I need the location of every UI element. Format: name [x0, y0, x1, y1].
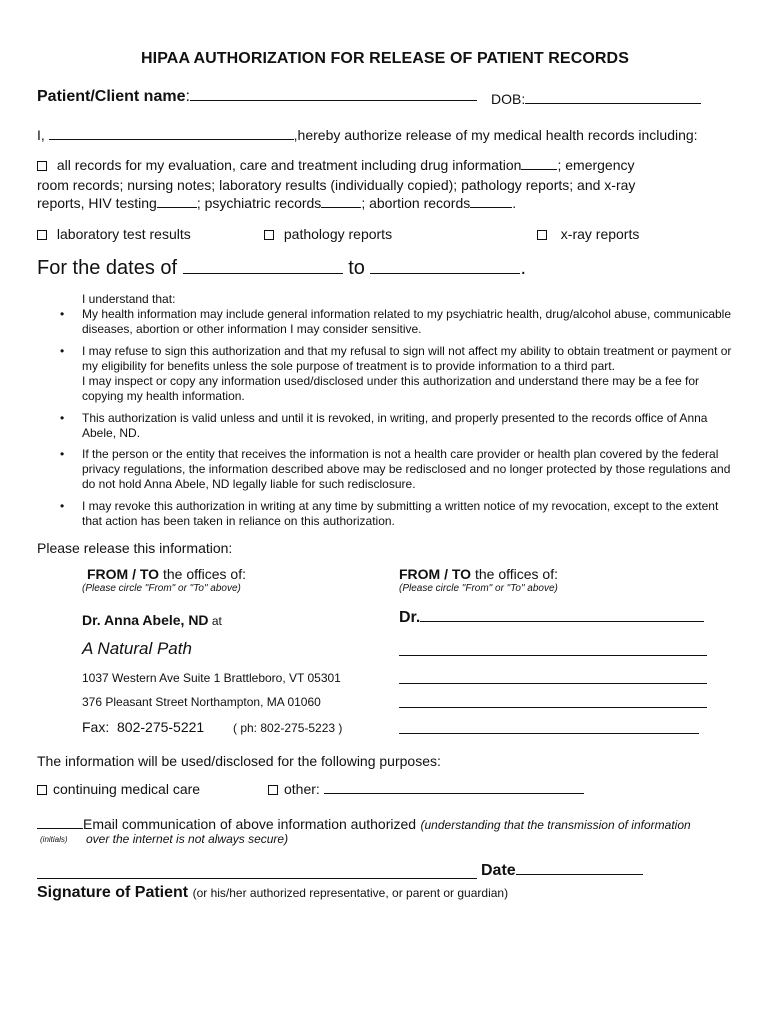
left-circle-note: (Please circle "From" or "To" above)	[82, 583, 241, 594]
other-field[interactable]	[324, 793, 584, 794]
xray-label: x-ray reports	[560, 226, 640, 242]
offices-label: the offices of:	[159, 566, 246, 582]
address-line-1: 1037 Western Ave Suite 1 Brattleboro, VT 05301	[82, 671, 341, 685]
list-item	[60, 447, 740, 492]
fax-number: 802-275-5221	[117, 719, 205, 735]
psych-initials[interactable]	[321, 207, 361, 208]
purpose-continuing[interactable]	[37, 781, 200, 797]
doctor-at: at	[208, 614, 222, 628]
pathology-label: pathology reports	[283, 226, 393, 242]
email-note-2: over the internet is not always secure)	[86, 832, 289, 846]
patient-name-row	[37, 88, 477, 106]
emergency-text: ; emergency	[557, 157, 635, 173]
page-title: HIPAA AUTHORIZATION FOR RELEASE OF PATIENT RECORDS	[141, 50, 629, 67]
authorize-row	[37, 127, 698, 143]
continuing-label: continuing medical care	[53, 781, 201, 797]
abortion-text: ; abortion records	[361, 195, 471, 211]
authorize-text: ,hereby authorize release of my medical health records including:	[293, 127, 698, 143]
email-initials-field[interactable]	[37, 828, 83, 829]
understand-list	[60, 307, 740, 529]
all-records-checkbox[interactable]	[37, 161, 47, 171]
right-from-to	[399, 566, 558, 582]
date-label: Date	[481, 862, 516, 879]
signature-line[interactable]	[37, 878, 477, 879]
lab-checkbox[interactable]	[37, 230, 47, 240]
bullet-text: I may inspect or copy any information used/disclosed under this authorization and understand there may be a fee for copying my health information.	[82, 374, 700, 403]
hiv-text: reports, HIV testing	[37, 195, 157, 211]
patient-name-label: Patient/Client name	[37, 88, 186, 105]
right-doctor-row	[399, 609, 704, 627]
right-line-3[interactable]	[399, 707, 707, 708]
from-to-label[interactable]: FROM / TO	[87, 566, 160, 582]
fax-row	[82, 719, 204, 735]
option-xray[interactable]	[537, 226, 639, 242]
understand-intro: I understand that:	[82, 292, 176, 306]
email-text: Email communication of above information authorized	[83, 816, 417, 832]
hiv-initials[interactable]	[157, 207, 197, 208]
left-doctor	[82, 612, 222, 628]
patient-name-field[interactable]	[190, 100, 477, 101]
date-field[interactable]	[516, 874, 643, 875]
all-records-line3	[37, 195, 516, 211]
pathology-checkbox[interactable]	[264, 230, 274, 240]
dob-label: DOB:	[491, 91, 526, 107]
from-to-label[interactable]: FROM / TO	[399, 566, 472, 582]
option-pathology[interactable]	[264, 226, 392, 242]
dates-row	[37, 257, 526, 280]
option-lab[interactable]	[37, 226, 191, 242]
continuing-checkbox[interactable]	[37, 785, 47, 795]
list-item	[60, 344, 740, 404]
email-note-1: (understanding that the transmission of information	[420, 818, 691, 832]
lab-label: laboratory test results	[56, 226, 191, 242]
date-row	[481, 862, 643, 880]
authorize-prefix: I,	[37, 127, 45, 143]
other-label: other:	[284, 781, 320, 797]
list-item	[60, 307, 740, 337]
other-checkbox[interactable]	[268, 785, 278, 795]
dates-prefix: For the dates of	[37, 257, 178, 279]
date-from-field[interactable]	[183, 273, 343, 274]
signature-label: Signature of Patient	[37, 884, 189, 901]
bullet-text: This authorization is valid unless and until it is revoked, in writing, and properly presented to the records office of Anna Abele, ND.	[82, 411, 708, 440]
authorizer-name-field[interactable]	[49, 139, 294, 140]
fax-label: Fax:	[82, 719, 110, 735]
purpose-other	[268, 781, 584, 797]
address-line-2: 376 Pleasant Street Northampton, MA 01060	[82, 695, 321, 709]
dob-row	[491, 91, 701, 107]
dates-end: .	[520, 257, 527, 279]
doctor-name: Dr. Anna Abele, ND	[82, 612, 209, 628]
patient-name-colon: :	[185, 88, 190, 105]
bullet-text: If the person or the entity that receives the information is not a health care provider or health plan covered by the federal privacy regulations, the information described above may be redisclosed and no longer protected by those regulations and do not hold Anna Abele, ND legally liable for such redisclosure.	[82, 447, 731, 491]
all-records-line2: room records; nursing notes; laboratory results (individually copied); pathology reports; and x-ray	[37, 177, 636, 193]
drug-info-initials[interactable]	[521, 169, 557, 170]
purposes-heading: The information will be used/disclosed for the following purposes:	[37, 753, 441, 769]
release-heading: Please release this information:	[37, 540, 233, 556]
date-to-field[interactable]	[370, 273, 520, 274]
psych-text: ; psychiatric records	[196, 195, 322, 211]
right-circle-note: (Please circle "From" or "To" above)	[399, 583, 558, 594]
signature-label-row	[37, 884, 508, 902]
line3-end: .	[512, 195, 517, 211]
practice-name: A Natural Path	[82, 639, 192, 658]
list-item	[60, 499, 740, 529]
dob-field[interactable]	[525, 103, 701, 104]
right-doctor-field[interactable]	[420, 621, 704, 622]
abortion-initials[interactable]	[470, 207, 512, 208]
initials-label: (initials)	[40, 835, 68, 844]
offices-label: the offices of:	[471, 566, 558, 582]
all-records-text: all records for my evaluation, care and treatment including drug information	[56, 157, 522, 173]
left-from-to	[87, 566, 246, 582]
all-records-line1	[37, 157, 635, 173]
bullet-text: I may revoke this authorization in writing at any time by submitting a written notice of my revocation, except to the extent that action has been taken in reliance on this authorization.	[82, 499, 719, 528]
right-line-4[interactable]	[399, 733, 699, 734]
signature-note: (or his/her authorized representative, or parent or guardian)	[192, 886, 509, 900]
phone-number: ( ph: 802-275-5223 )	[233, 721, 343, 735]
xray-checkbox[interactable]	[537, 230, 547, 240]
dates-to: to	[348, 257, 365, 279]
right-doctor-prefix: Dr.	[399, 609, 421, 626]
bullet-text: I may refuse to sign this authorization and that my refusal to sign will not affect my ability to obtain treatment or payment or my eligibility for benefits unless the sole purpose of treatment is to provide information to a third part.	[82, 344, 732, 373]
bullet-text: My health information may include general information related to my psychiatric health, drug/alcohol abuse, communicable diseases, abortion or other information I may consider sensitive.	[82, 307, 732, 336]
list-item	[60, 411, 740, 441]
right-line-2[interactable]	[399, 683, 707, 684]
right-line-1[interactable]	[399, 655, 707, 656]
